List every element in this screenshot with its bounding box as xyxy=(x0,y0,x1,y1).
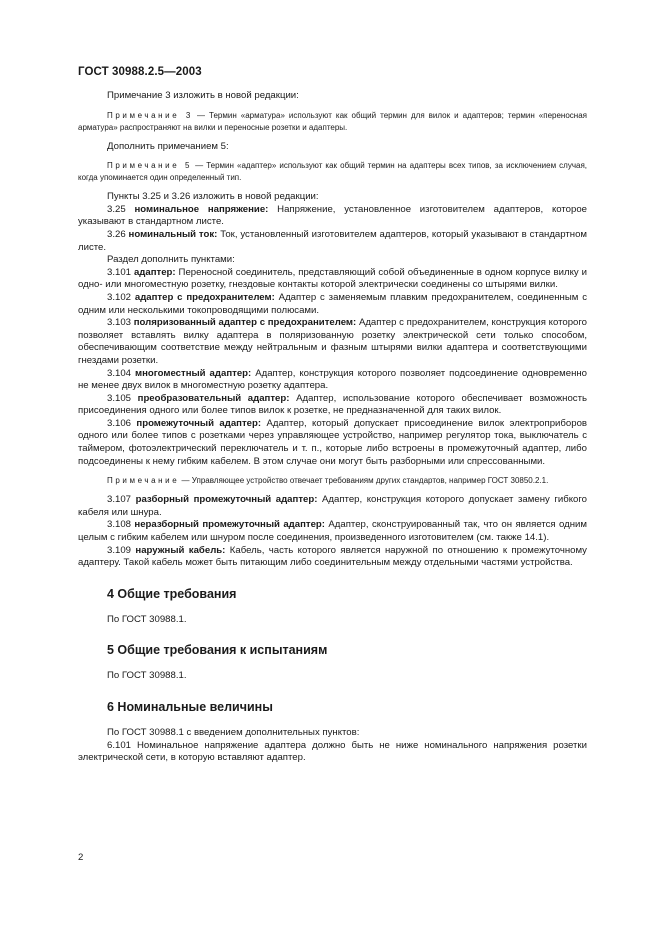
definition-3-101: 3.101 адаптер: Переносной соединитель, представляющий собой объединенные в одном корпусе вилку и одно- или многоместную розетку, гнездовые контакты которой электрически соединены со штырями вилки. xyxy=(78,266,587,291)
note: Примечание 5 — Термин «адаптер» используют как общий термин на адаптеры всех типов, за исключением случая, когда упоминается один определенный тип. xyxy=(78,161,587,183)
paragraph: Пункты 3.25 и 3.26 изложить в новой редакции: xyxy=(107,191,319,203)
section-heading-6: 6 Номинальные величины xyxy=(107,700,273,714)
paragraph: Примечание 3 изложить в новой редакции: xyxy=(107,90,299,101)
note: Примечание — Управляющее устройство отвечает требованиям других стандартов, например ГОСТ 30850.2.1. xyxy=(107,476,549,486)
definition-3-108: 3.108 неразборный промежуточный адаптер: Адаптер, сконструированный так, что он является одним целым с гибким кабелем или шнуром после соединения, произведенного изготовителем (см. также 14.1). xyxy=(78,519,587,544)
definition-3-107: 3.107 разборный промежуточный адаптер: Адаптер, конструкция которого допускает замену гибкого кабеля или шнура. xyxy=(78,494,587,518)
note: Примечание 3 — Термин «арматура» используют как общий термин для вилок и адаптеров; термин «переносная арматура» распространяют на вилки и переносные розетки и адаптеры. xyxy=(78,110,588,132)
standard-header: ГОСТ 30988.2.5—2003 xyxy=(78,66,202,78)
definition-3-102: 3.102 адаптер с предохранителем: Адаптер с заменяемым плавким предохранителем, соединенным с одним или несколькими токопроводящими полюсами. xyxy=(78,291,587,316)
definition-3-26: 3.26 номинальный ток: Ток, установленный изготовителем адаптеров, который указывают в стандартном листе. xyxy=(78,228,588,253)
definition-3-103: 3.103 поляризованный адаптер с предохранителем: Адаптер с предохранителем, конструкция которого позволяет вставлять вилку адаптера в поляризованную розетку электрической сети только способом, обеспечивающим соответствие между нейтральным и фазным штырями вилки адаптера и соответствующими гнездами розетки. xyxy=(78,317,587,366)
paragraph: По ГОСТ 30988.1 с введением дополнительных пунктов: xyxy=(107,727,360,738)
paragraph: По ГОСТ 30988.1. xyxy=(107,670,187,682)
note-lead: Примечание 3 xyxy=(107,110,193,120)
paragraph: По ГОСТ 30988.1. xyxy=(107,613,187,625)
definition-3-106: 3.106 промежуточный адаптер: Адаптер, который допускает присоединение вилок электроприборов одного или более типов с розетками через управляющее устройство, например регулятор тока, выключатель с таймером, фотоэлектрический переключатель и т. п., которые либо встроены в промежуточный адаптер, либо подсоединены к нему гибким кабелем. В этом случае они могут быть разборными или спрессованными. xyxy=(78,417,587,467)
note-lead: Примечание xyxy=(107,476,180,486)
clause-6-101: 6.101 Номинальное напряжение адаптера должно быть не ниже номинального напряжения розетки электрической сети, в которую вставляют адаптер. xyxy=(78,739,587,764)
document-body xyxy=(78,90,587,765)
section-heading-5: 5 Общие требования к испытаниям xyxy=(107,643,328,658)
definition-3-25: 3.25 номинальное напряжение: Напряжение, установленное изготовителем адаптеров, которое указывают в стандартном листе. xyxy=(78,203,588,228)
definition-3-105: 3.105 преобразовательный адаптер: Адаптер, использование которого обеспечивает возможность присоединения одного или более типов вилок к розетке, не предназначенной для таких вилок. xyxy=(78,392,587,417)
paragraph: Раздел дополнить пунктами: xyxy=(107,254,235,266)
paragraph: Дополнить примечанием 5: xyxy=(107,140,229,152)
definition-3-104: 3.104 многоместный адаптер: Адаптер, конструкция которого позволяет подсоединение одновременно не менее двух вилок в многоместную розетку адаптера. xyxy=(78,367,588,392)
definition-3-109: 3.109 наружный кабель: Кабель, часть которого является наружной по отношению к промежуточному адаптеру. Такой кабель может быть питающим либо соединительным между отдельными частями устройства. xyxy=(78,544,587,569)
section-heading-4: 4 Общие требования xyxy=(107,586,237,601)
page-number: 2 xyxy=(78,852,84,863)
note-lead: Примечание 5 xyxy=(107,161,193,171)
